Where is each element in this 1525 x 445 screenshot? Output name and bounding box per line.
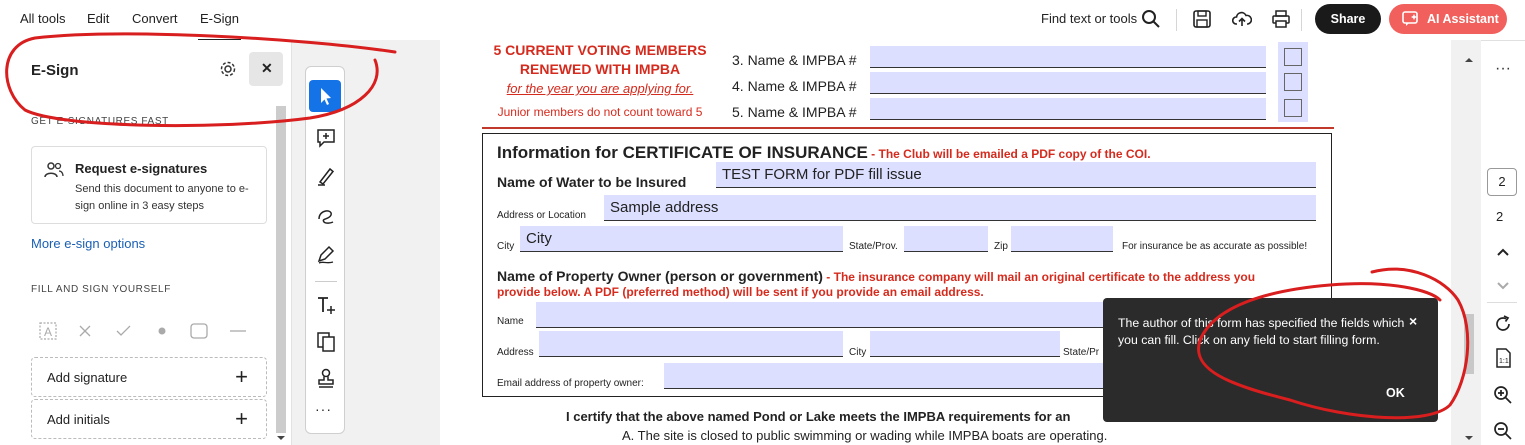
member-row-4-checkbox[interactable] [1284, 73, 1302, 91]
menu-edit[interactable]: Edit [87, 11, 110, 26]
email-label: Email address of property owner: [497, 378, 644, 389]
doc-scrollbar[interactable] [1463, 50, 1475, 445]
print-icon[interactable] [1271, 9, 1291, 29]
member-row-3-field[interactable] [870, 46, 1266, 68]
text-field-icon [40, 323, 56, 339]
save-icon[interactable] [1192, 9, 1212, 29]
zip-label: Zip [994, 241, 1008, 252]
divider [1487, 302, 1517, 303]
svg-text:A: A [44, 325, 53, 339]
address-label: Address or Location [497, 210, 586, 221]
panel-title: E-Sign [31, 62, 79, 79]
scroll-down-icon[interactable] [276, 434, 286, 442]
owner-note: provide below. A PDF (preferred method) will be sent if you provide an email address. [497, 285, 984, 299]
more-options-icon[interactable]: ··· [1495, 60, 1511, 77]
close-icon[interactable]: × [1409, 313, 1418, 329]
ai-assistant-button[interactable] [1389, 4, 1507, 34]
request-esignatures-desc: Send this document to anyone to e-sign online in 3 easy steps [75, 183, 249, 212]
request-esignatures-title: Request e-signatures [75, 161, 208, 176]
menu-esign[interactable]: E-Sign [200, 11, 240, 26]
gear-icon[interactable] [219, 60, 237, 78]
svg-text:1:1: 1:1 [1499, 358, 1509, 365]
close-panel-button[interactable] [249, 52, 283, 86]
more-esign-options-link[interactable]: More e-sign options [31, 236, 146, 251]
fit-page-icon[interactable] [1492, 347, 1514, 369]
members-heading-3: for the year you are applying for. [506, 81, 694, 96]
members-note: Junior members do not count toward 5 [497, 105, 703, 119]
member-row-4-label: 4. Name & IMPBA # [732, 78, 857, 94]
freehand-draw-icon[interactable] [315, 204, 337, 226]
divider [315, 281, 337, 282]
members-heading-1: 5 CURRENT VOTING MEMBERS [493, 42, 707, 58]
member-row-4-field[interactable] [870, 72, 1266, 94]
plus-icon: + [235, 364, 248, 389]
state-field[interactable] [904, 226, 988, 252]
add-initials-label: Add initials [47, 412, 110, 427]
cloud-upload-icon[interactable] [1232, 9, 1252, 29]
menu-all-tools[interactable]: All tools [20, 11, 66, 26]
page-total: 2 [1496, 209, 1504, 224]
city-label: City [497, 241, 515, 252]
owner-address-field[interactable] [539, 331, 843, 357]
next-page-icon[interactable] [1492, 274, 1514, 296]
ok-button[interactable]: OK [1386, 386, 1405, 400]
coi-title: Information for CERTIFICATE OF INSURANCE - The Club will be emailed a PDF copy of the COI. [497, 143, 1151, 162]
rotate-icon[interactable] [1492, 313, 1514, 335]
panel-scrollbar[interactable] [276, 106, 286, 433]
ai-assistant-icon [1402, 11, 1420, 27]
share-button[interactable]: Share [1315, 4, 1381, 34]
ai-assistant-label: AI Assistant [1427, 12, 1499, 26]
check-mark-icon [117, 326, 130, 335]
scroll-up-icon[interactable] [1464, 56, 1474, 64]
copy-pages-icon[interactable] [315, 331, 337, 353]
quick-tools [305, 66, 345, 434]
add-signature-button[interactable] [31, 357, 267, 397]
fill-sign-tools [36, 320, 256, 342]
form-fields-notice [1103, 298, 1438, 422]
accuracy-note: For insurance be as accurate as possible! [1122, 241, 1308, 252]
member-row-3-checkbox[interactable] [1284, 48, 1302, 66]
add-signature-label: Add signature [47, 370, 128, 385]
search-icon[interactable] [1141, 9, 1161, 29]
city-field[interactable]: City [520, 226, 843, 252]
member-row-5-checkbox[interactable] [1284, 99, 1302, 117]
top-toolbar [0, 0, 1525, 40]
close-icon: ✕ [261, 60, 273, 76]
member-row-3-label: 3. Name & IMPBA # [732, 52, 857, 68]
cross-mark-icon [80, 326, 90, 336]
select-tool[interactable] [309, 80, 341, 112]
sign-pen-icon[interactable] [315, 243, 337, 265]
rectangle-icon [191, 324, 207, 338]
cursor-icon [309, 80, 341, 112]
page-number-input[interactable]: 2 [1487, 168, 1517, 196]
section-divider [482, 127, 1334, 129]
water-label: Name of Water to be Insured [497, 174, 687, 190]
divider [1481, 40, 1525, 41]
divider [1301, 9, 1302, 31]
zip-field[interactable] [1011, 226, 1113, 252]
section-heading: FILL AND SIGN YOURSELF [31, 284, 171, 295]
esign-panel [0, 40, 292, 445]
owner-state-label: State/Pr [1063, 347, 1100, 358]
certify-statement: I certify that the above named Pond or Lake meets the IMPBA requirements for an [566, 409, 1071, 424]
zoom-out-icon[interactable] [1492, 420, 1514, 442]
state-label: State/Prov. [849, 241, 898, 252]
member-row-5-label: 5. Name & IMPBA # [732, 104, 857, 120]
add-text-icon[interactable] [315, 294, 337, 316]
request-esignatures-card[interactable] [31, 146, 267, 224]
scroll-thumb[interactable] [1464, 314, 1474, 374]
more-tools-icon[interactable]: ··· [315, 401, 332, 417]
divider [1176, 9, 1177, 31]
highlight-pen-icon[interactable] [315, 165, 337, 187]
notice-text: The author of this form has specified the fields which you can fill. Click on any field to start filling form. [1118, 316, 1405, 347]
dot-icon [159, 328, 166, 335]
owner-city-field[interactable] [870, 331, 1060, 357]
stamp-icon[interactable] [315, 367, 337, 389]
members-heading-2: RENEWED WITH IMPBA [519, 61, 681, 77]
requirement-a: A. The site is closed to public swimming or wading while IMPBA boats are operating. [622, 428, 1108, 443]
member-row-5-field[interactable] [870, 98, 1266, 120]
add-initials-button[interactable] [31, 399, 267, 439]
section-heading: GET E-SIGNATURES FAST [31, 116, 169, 127]
address-field[interactable]: Sample address [604, 195, 1316, 221]
zoom-in-icon[interactable] [1492, 384, 1514, 406]
owner-title: Name of Property Owner (person or government) - The insurance company will mail an original certificate to the address you [497, 268, 1256, 284]
water-name-field[interactable]: TEST FORM for PDF fill issue [716, 162, 1316, 188]
owner-address-label: Address [497, 347, 534, 358]
scroll-down-icon[interactable] [1464, 434, 1474, 442]
menu-convert[interactable]: Convert [132, 11, 178, 26]
people-icon [44, 161, 64, 179]
owner-city-label: City [849, 347, 867, 358]
find-text-button[interactable]: Find text or tools [1041, 11, 1138, 26]
add-comment-icon[interactable] [315, 127, 337, 149]
previous-page-icon[interactable] [1492, 242, 1514, 264]
owner-name-label: Name [497, 316, 524, 327]
plus-icon: + [235, 406, 248, 431]
